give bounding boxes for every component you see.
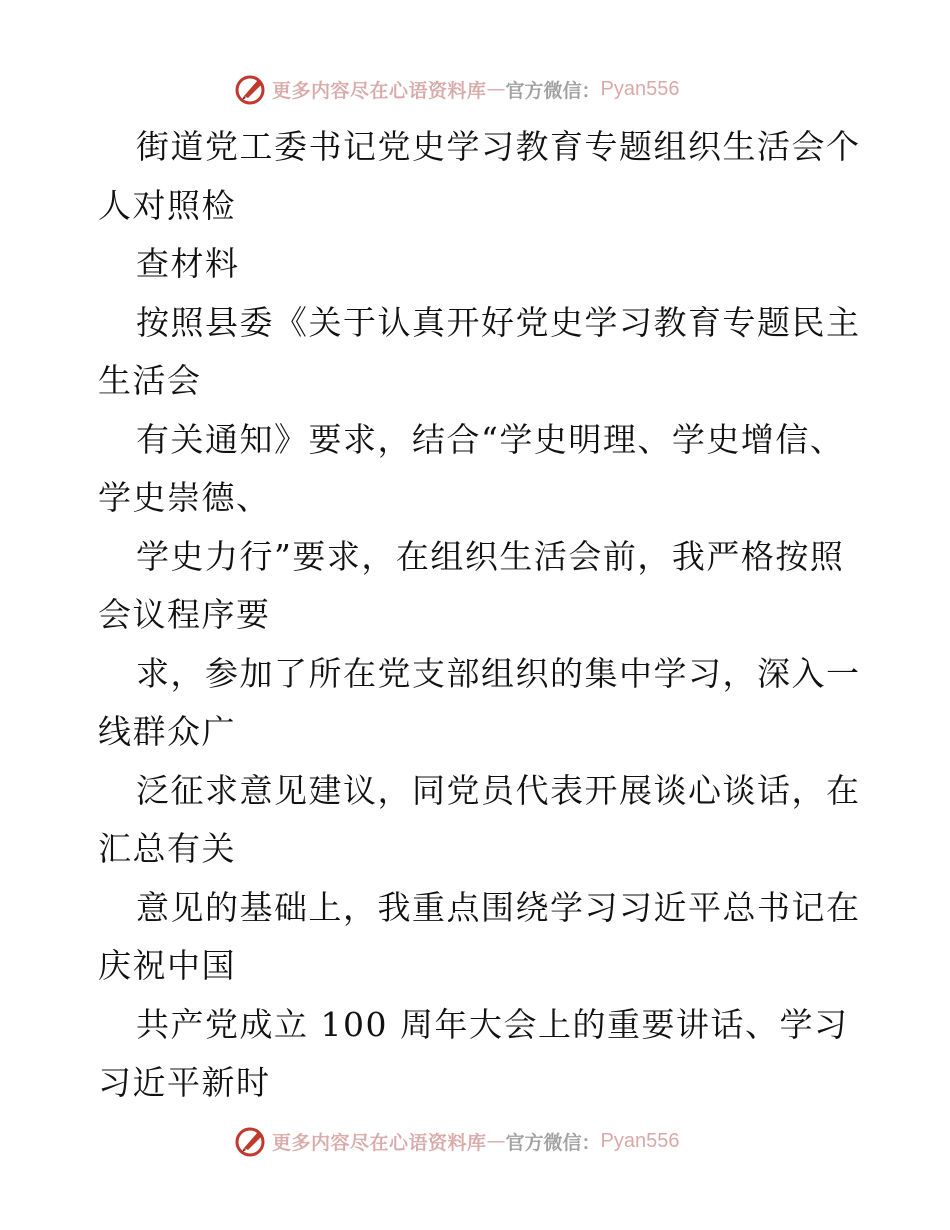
document-body	[98, 118, 868, 1113]
paragraph-line: 线群众广	[98, 712, 236, 751]
paragraph-line: 汇总有关	[98, 829, 236, 868]
paragraph-line: 泛征求意见建议，同党员代表开展谈心谈话，在	[136, 770, 861, 810]
paragraph-line: 生活会	[98, 361, 202, 400]
banner-separator: —	[486, 78, 506, 100]
paragraph-line: 共产党成立 100 周年大会上的重要讲话、学习	[136, 1004, 849, 1044]
header-watermark-banner	[234, 72, 754, 106]
paragraph-line: 会议程序要	[98, 595, 271, 634]
footer-watermark-banner	[234, 1124, 754, 1158]
banner-separator: —	[486, 1130, 506, 1152]
banner-wechat-id: Pyan556	[600, 1129, 680, 1152]
paragraph-line: 学史崇德、	[98, 478, 271, 517]
banner-text: 更多内容尽在心语资料库	[272, 79, 487, 102]
paragraph-line: 习近平新时	[98, 1063, 271, 1102]
paragraph-line: 庆祝中国	[98, 946, 236, 985]
banner-wechat-label: 官方微信：	[505, 1131, 601, 1154]
paragraph-line: 有关通知》要求，结合“学史明理、学史增信、	[136, 419, 845, 459]
paragraph-line: 学史力行”要求，在组织生活会前，我严格按照	[136, 536, 845, 576]
banner-wechat-id: Pyan556	[600, 77, 680, 100]
pen-nib-logo-icon	[234, 1124, 268, 1158]
paragraph-line: 按照县委《关于认真开好党史学习教育专题民主	[136, 302, 861, 342]
paragraph-line: 意见的基础上，我重点围绕学习习近平总书记在	[136, 887, 861, 927]
title-line: 人对照检	[98, 185, 236, 225]
banner-wechat-label: 官方微信：	[505, 79, 601, 102]
title-line: 街道党工委书记党史学习教育专题组织生活会个	[136, 127, 861, 166]
paragraph-line: 求，参加了所在党支部组织的集中学习，深入一	[136, 653, 861, 693]
banner-text: 更多内容尽在心语资料库	[272, 1131, 487, 1154]
pen-nib-logo-icon	[234, 72, 268, 106]
title-line: 查材料	[136, 244, 240, 283]
